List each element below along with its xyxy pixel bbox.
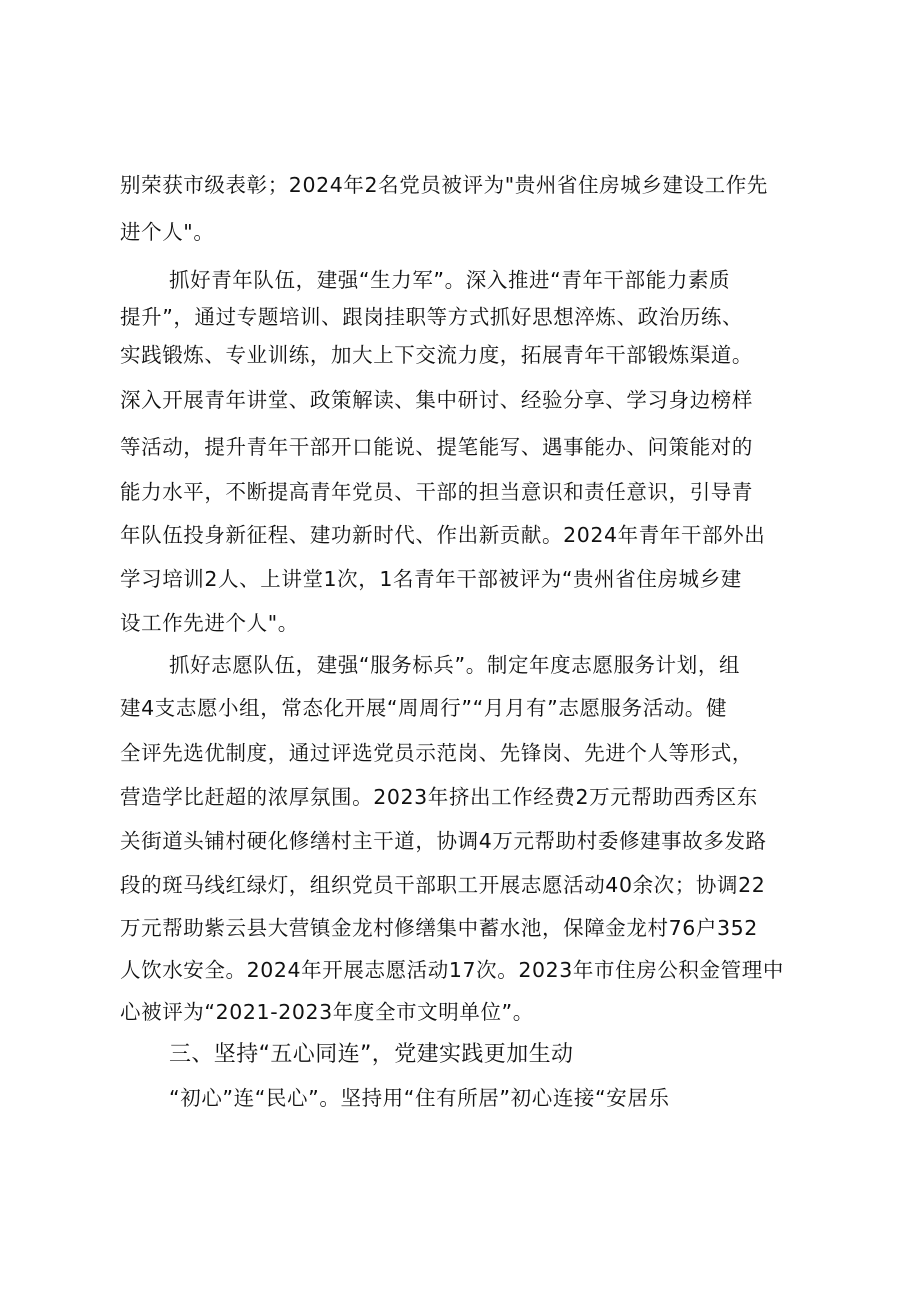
paragraph-3-line-3: 全评先选优制度，通过评选党员示范岗、先锋岗、先进个人等形式，: [120, 741, 753, 765]
paragraph-2-line-5: 等活动，提升青年干部开口能说、提笔能写、遇事能办、问策能对的: [120, 435, 753, 459]
paragraph-3-line-2: 建4支志愿小组，常态化开展“周周行”“月月有”志愿服务活动。健: [120, 696, 728, 720]
paragraph-3-line-1: 抓好志愿队伍，建强“服务标兵”。制定年度志愿服务计划，组: [169, 653, 741, 677]
paragraph-2-line-7: 年队伍投身新征程、建功新时代、作出新贡献。2024年青年干部外出: [120, 523, 766, 547]
paragraph-3-line-7: 万元帮助紫云县大营镇金龙村修缮集中蓄水池，保障金龙村76户352: [120, 916, 758, 940]
paragraph-3-line-5: 关街道头铺村硬化修缮村主干道，协调4万元帮助村委修建事故多发路: [120, 829, 767, 853]
paragraph-2-line-3: 实践锻炼、专业训练，加大上下交流力度，拓展青年干部锻炼渠道。: [120, 343, 753, 367]
paragraph-2-line-1: 抓好青年队伍，建强“生力军”。深入推进“青年干部能力素质: [169, 268, 731, 292]
paragraph-1-line-2: 进个人"。: [120, 220, 215, 244]
paragraph-3-line-6: 段的斑马线红绿灯，组织党员干部职工开展志愿活动40余次；协调22: [120, 873, 766, 897]
paragraph-2-line-2: 提升”，通过专题培训、跟岗挂职等方式抓好思想淬炼、政治历练、: [120, 305, 744, 329]
paragraph-2-line-6: 能力水平，不断提高青年党员、干部的担当意识和责任意识，引导青: [120, 480, 753, 504]
paragraph-2-line-4: 深入开展青年讲堂、政策解读、集中研讨、经验分享、学习身边榜样: [120, 388, 753, 412]
paragraph-2-line-8: 学习培训2人、上讲堂1次，1名青年干部被评为“贵州省住房城乡建: [120, 567, 742, 591]
paragraph-1-line-1: 别荣获市级表彰；2024年2名党员被评为"贵州省住房城乡建设工作先: [120, 173, 768, 197]
paragraph-3-line-8: 人饮水安全。2024年开展志愿活动17次。2023年市住房公积金管理中: [120, 958, 784, 982]
paragraph-2-line-9: 设工作先进个人"。: [120, 611, 299, 635]
paragraph-3-line-4: 营造学比赶超的浓厚氛围。2023年挤出工作经费2万元帮助西秀区东: [120, 785, 758, 809]
paragraph-3-line-9: 心被评为“2021-2023年度全市文明单位”。: [120, 1000, 534, 1024]
paragraph-4-line-1: “初心”连“民心”。坚持用“住有所居”初心连接“安居乐: [169, 1086, 670, 1110]
section-heading: 三、坚持“五心同连”，党建实践更加生动: [169, 1042, 574, 1067]
